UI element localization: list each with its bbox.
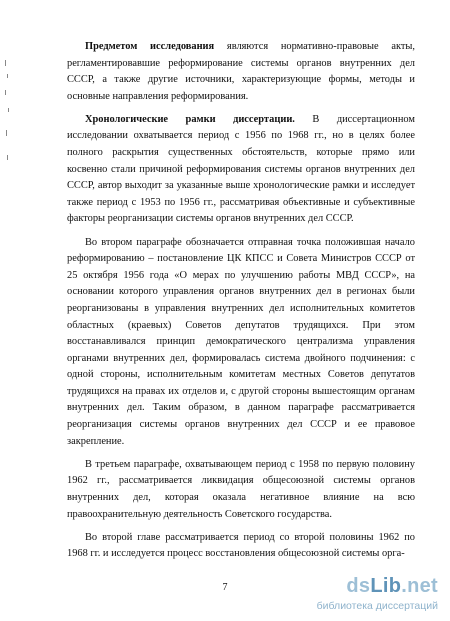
- paragraph-second-chapter: [67, 530, 415, 563]
- watermark-subtitle: библиотека диссертаций: [316, 600, 438, 612]
- paragraph-text: являются нормативно-правовые акты, регламентировавшие реформирование системы органов внутренних дел СССР, а также другие источники, характеризующие формы, методы и основные направления реформирования.: [67, 41, 415, 102]
- watermark-logo: dsLib.net: [346, 575, 438, 597]
- paragraph-text: В диссертационном исследовании охватывается период с 1956 по 1968 гг., но в целях более полного раскрытия существенных обстоятельств, которые прямо или косвенно стали причиной реформирования системы органов внутренних дел СССР, автор выходит за указанные выше хронологические рамки и исследует также период с 1953 по 1956 гг., рассматривая объективные и субъективные факторы реорганизации системы органов внутренних дел СССР.: [67, 113, 415, 225]
- paragraph-chronology: [67, 112, 415, 228]
- body-text: [67, 39, 415, 569]
- paragraph-second-section: [67, 235, 415, 451]
- paragraph-lead: Предметом исследования: [85, 41, 215, 52]
- page-number: 7: [222, 582, 228, 593]
- paragraph-text: Во второй главе рассматривается период со второй половины 1962 по 1968 гг. и исследуется процесс восстановления общесоюзной системы орга-: [67, 531, 415, 560]
- margin-scan-marks: [0, 60, 14, 170]
- paragraph-subject: [67, 39, 415, 105]
- dslib-watermark: [288, 575, 438, 613]
- paragraph-text: Во втором параграфе обозначается отправная точка положившая начало реформированию – постановление ЦК КПСС и Совета Министров СССР от 25 октября 1956 года «О мерах по улучшению работы МВД СССР», на основании которого управления органов внутренних дел в регионах были реорганизованы в управления внутренних дел исполнительных комитетов областных (краевых) Советов депутатов трудящихся. При этом восстанавливался принцип демократического централизма управления органами внутренних дел, формировалась система двойного подчинения: с одной стороны, исполнительным комитетам местных Советов депутатов трудящихся на правах их отделов и, с другой стороны вышестоящим органам внутренних дел. Таким образом, в данном параграфе рассматривается реорганизация системы органов внутренних дел СССР и ее правовое закрепление.: [67, 236, 415, 447]
- paragraph-third-section: [67, 457, 415, 523]
- paragraph-lead: Хронологические рамки диссертации.: [85, 113, 295, 125]
- paragraph-text: В третьем параграфе, охватывающем период с 1958 по первую половину 1962 гг., рассматривается ликвидация общесоюзной системы органов внутренних дел, которая оказала негативное влияние на всю правоохранительную деятельность Советского государства.: [67, 458, 415, 520]
